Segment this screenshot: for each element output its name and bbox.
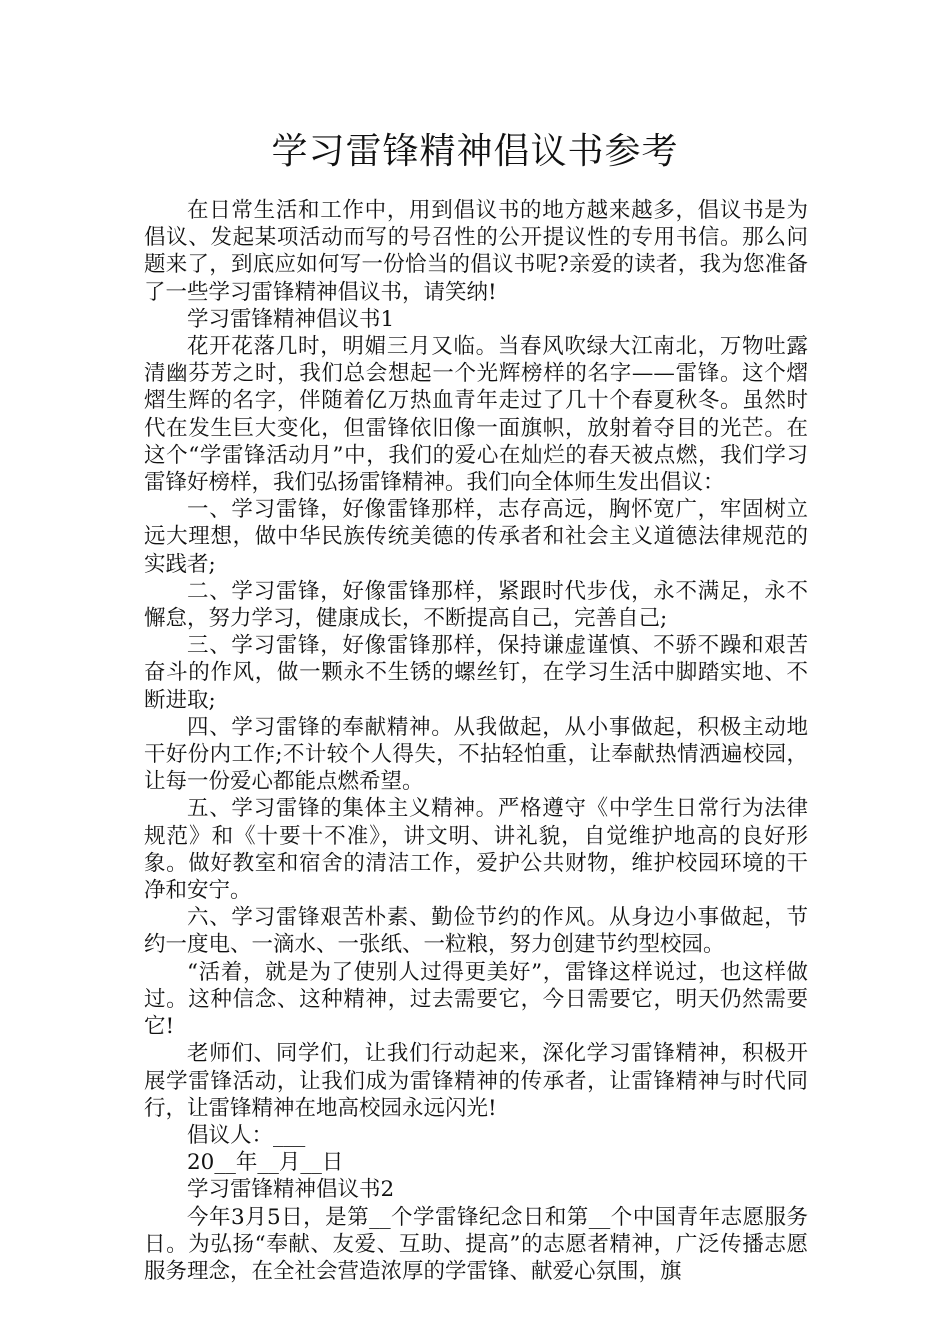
paragraph: 今年3月5日，是第__个学雷锋纪念日和第__个中国青年志愿服务日。为弘扬“奉献、友爱、互助、提高”的志愿者精神，广泛传播志愿服务理念，在全社会营造浓厚的学雷锋、献爱心氛围，旗 <box>144 1204 808 1284</box>
document-body <box>144 197 808 1285</box>
paragraph: “活着，就是为了使别人过得更美好”，雷锋这样说过，也这样做过。这种信念、这种精神，过去需要它，今日需要它，明天仍然需要它! <box>144 959 808 1040</box>
paragraph: 在日常生活和工作中，用到倡议书的地方越来越多，倡议书是为倡议、发起某项活动而写的号召性的公开提议性的专用书信。那么问题来了，到底应如何写一份恰当的倡议书呢?亲爱的读者，我为您准备了一些学习雷锋精神倡议书，请笑纳! <box>144 198 808 305</box>
paragraph: 三、学习雷锋，好像雷锋那样，保持谦虚谨慎、不骄不躁和艰苦奋斗的作风，做一颗永不生锈的螺丝钉，在学习生活中脚踏实地、不断进取; <box>144 633 808 713</box>
paragraph: 老师们、同学们，让我们行动起来，深化学习雷锋精神，积极开展学雷锋活动，让我们成为雷锋精神的传承者，让雷锋精神与时代同行，让雷锋精神在地高校园永远闪光! <box>144 1041 808 1121</box>
paragraph: 花开花落几时，明媚三月又临。当春风吹绿大江南北，万物吐露清幽芬芳之时，我们总会想起一个光辉榜样的名字——雷锋。这个熠熠生辉的名字，伴随着亿万热血青年走过了几十个春夏秋冬。虽然时代在发生巨大变化，但雷锋依旧像一面旗帜，放射着夺目的光芒。在这个“学雷锋活动月”中，我们的爱心在灿烂的春天被点燃，我们学习雷锋好榜样，我们弘扬雷锋精神。我们向全体师生发出倡议： <box>144 334 808 496</box>
paragraph: 二、学习雷锋，好像雷锋那样，紧跟时代步伐，永不满足，永不懈怠，努力学习，健康成长，不断提高自己，完善自己; <box>144 578 808 632</box>
document-title: 学习雷锋精神倡议书参考 <box>271 131 679 172</box>
section-heading: 学习雷锋精神倡议书1 <box>187 306 395 332</box>
date-line: 20__年__月__日 <box>187 1150 344 1176</box>
signature-line: 倡议人：___ <box>187 1122 306 1148</box>
paragraph: 四、学习雷锋的奉献精神。从我做起，从小事做起，积极主动地干好份内工作;不计较个人得失，不拈轻怕重，让奉献热情洒遍校园，让每一份爱心都能点燃希望。 <box>144 714 808 795</box>
paragraph: 六、学习雷锋艰苦朴素、勤俭节约的作风。从身边小事做起，节约一度电、一滴水、一张纸、一粒粮，努力创建节约型校园。 <box>144 905 808 958</box>
paragraph: 五、学习雷锋的集体主义精神。严格遵守《中学生日常行为法律规范》和《十要十不准》，讲文明、讲礼貌，自觉维护地高的良好形象。做好教室和宿舍的清洁工作，爱护公共财物，维护校园环境的干净和安宁。 <box>144 796 808 904</box>
section-heading: 学习雷锋精神倡议书2 <box>187 1177 395 1203</box>
paragraph: 一、学习雷锋，好像雷锋那样，志存高远，胸怀宽广，牢固树立远大理想，做中华民族传统美德的传承者和社会主义道德法律规范的实践者; <box>144 497 808 577</box>
